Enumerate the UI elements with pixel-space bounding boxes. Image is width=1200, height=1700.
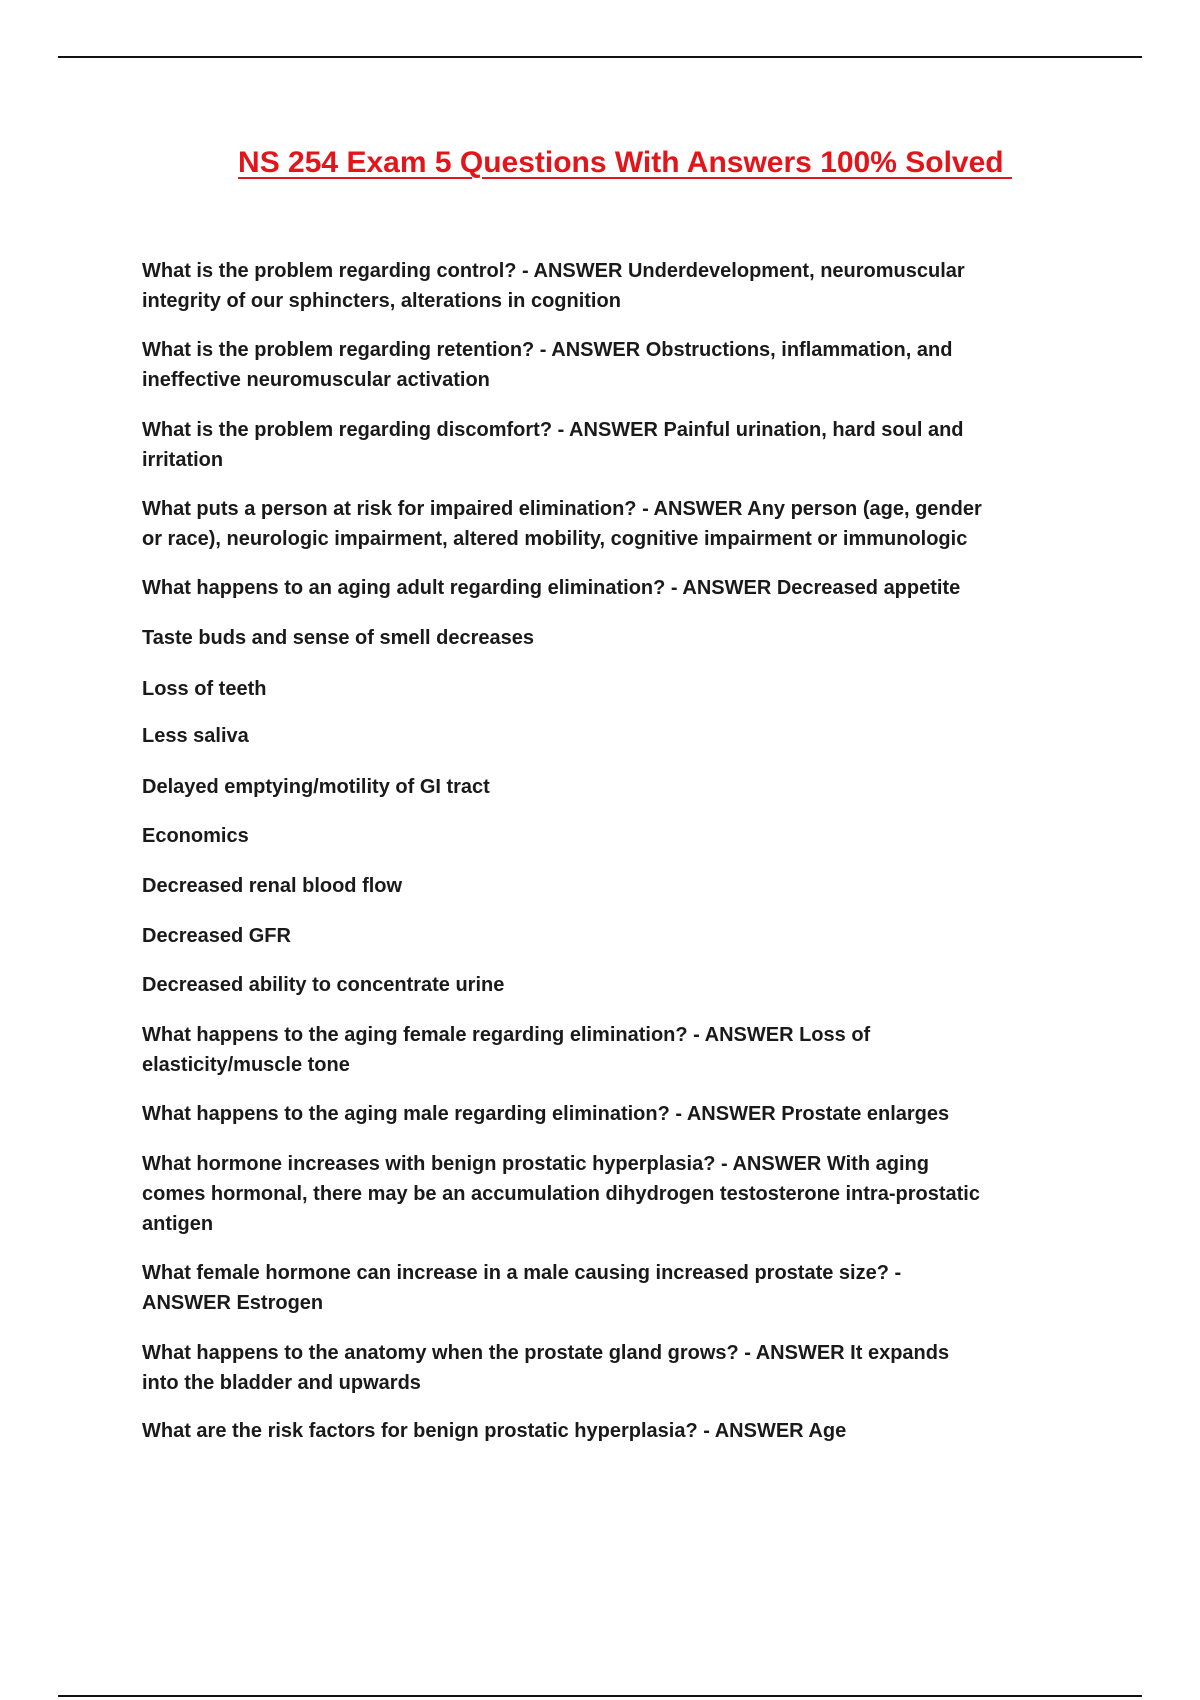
- qa-paragraph: [142, 821, 249, 851]
- qa-paragraph: [142, 1338, 949, 1398]
- text-line: What female hormone can increase in a male causing increased prostate size? -: [142, 1262, 902, 1284]
- qa-paragraph: [142, 623, 534, 653]
- text-line: comes hormonal, there may be an accumulation dihydrogen testosterone intra-prostatic: [142, 1183, 980, 1205]
- title-text: NS 254 Exam 5 Questions With Answers 100% Solved: [238, 146, 1012, 179]
- text-line: What is the problem regarding discomfort? - ANSWER Painful urination, hard soul and: [142, 419, 964, 441]
- text-line: Less saliva: [142, 725, 249, 747]
- text-line: What happens to the aging male regarding elimination? - ANSWER Prostate enlarges: [142, 1103, 950, 1125]
- text-line: What hormone increases with benign prostatic hyperplasia? - ANSWER With aging: [142, 1153, 929, 1175]
- text-line: Decreased GFR: [142, 925, 291, 947]
- text-line: into the bladder and upwards: [142, 1372, 421, 1394]
- text-line: What puts a person at risk for impaired elimination? - ANSWER Any person (age, gender: [142, 498, 982, 520]
- document-title: [0, 146, 1200, 180]
- text-line: Delayed emptying/motility of GI tract: [142, 776, 490, 798]
- text-line: What is the problem regarding control? - ANSWER Underdevelopment, neuromuscular: [142, 260, 965, 282]
- text-line: What happens to the anatomy when the prostate gland grows? - ANSWER It expands: [142, 1342, 950, 1364]
- text-line: Decreased renal blood flow: [142, 875, 403, 897]
- qa-paragraph: [142, 1149, 980, 1239]
- text-line: Loss of teeth: [142, 678, 267, 700]
- qa-paragraph: [142, 573, 960, 603]
- qa-paragraph: [142, 674, 266, 704]
- text-line: ANSWER Estrogen: [142, 1292, 324, 1314]
- text-line: or race), neurologic impairment, altered mobility, cognitive impairment or immunologic: [142, 528, 968, 550]
- text-line: What happens to the aging female regarding elimination? - ANSWER Loss of: [142, 1024, 871, 1046]
- text-line: elasticity/muscle tone: [142, 1054, 350, 1076]
- text-line: What are the risk factors for benign prostatic hyperplasia? - ANSWER Age: [142, 1420, 847, 1442]
- text-line: antigen: [142, 1213, 214, 1235]
- qa-paragraph: [142, 721, 249, 751]
- qa-paragraph: [142, 494, 982, 554]
- qa-paragraph: [142, 921, 291, 951]
- qa-paragraph: [142, 1416, 846, 1446]
- qa-paragraph: [142, 1258, 901, 1318]
- qa-paragraph: [142, 772, 490, 802]
- text-line: Economics: [142, 825, 249, 847]
- qa-paragraph: [142, 256, 965, 316]
- qa-paragraph: [142, 970, 504, 1000]
- qa-paragraph: [142, 1020, 870, 1080]
- text-line: ineffective neuromuscular activation: [142, 369, 490, 391]
- qa-paragraph: [142, 335, 952, 395]
- qa-paragraph: [142, 1099, 949, 1129]
- qa-paragraph: [142, 871, 402, 901]
- text-line: Decreased ability to concentrate urine: [142, 974, 505, 996]
- bottom-rule: [58, 1695, 1142, 1697]
- text-line: integrity of our sphincters, alterations in cognition: [142, 290, 621, 312]
- text-line: What is the problem regarding retention? - ANSWER Obstructions, inflammation, and: [142, 339, 953, 361]
- text-line: What happens to an aging adult regarding elimination? - ANSWER Decreased appetite: [142, 577, 961, 599]
- text-line: irritation: [142, 449, 224, 471]
- top-rule: [58, 56, 1142, 58]
- text-line: Taste buds and sense of smell decreases: [142, 627, 535, 649]
- qa-paragraph: [142, 415, 964, 475]
